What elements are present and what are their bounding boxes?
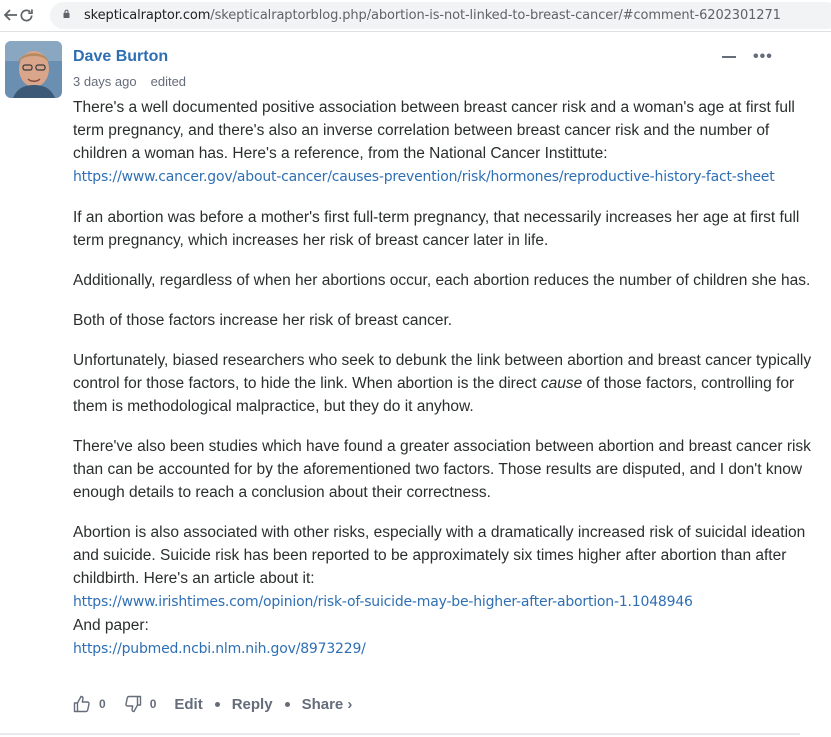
thumbs-down-icon — [124, 695, 142, 713]
minus-icon[interactable] — [722, 56, 736, 58]
and-paper-text: And paper: — [73, 617, 149, 634]
url-host: skepticalraptor.com — [84, 8, 211, 23]
paragraph-text: There's a well documented positive association between breast cancer risk and a woman's age at first full term pregnancy, and there's also an inverse correlation between breast cancer risk and the number of children a woman has. Here's a reference, from the National Cancer Instittute: — [73, 99, 795, 162]
irishtimes-link[interactable]: https://www.irishtimes.com/opinion/risk-of-suicide-may-be-higher-after-abortion-1.1048946 — [73, 594, 693, 610]
comment-paragraph: Both of those factors increase her risk of breast cancer. — [73, 312, 453, 329]
address-bar[interactable] — [50, 2, 831, 29]
divider — [0, 733, 800, 735]
comment-paragraph — [73, 521, 818, 661]
pubmed-link[interactable]: https://pubmed.ncbi.nlm.nih.gov/8973229/ — [73, 641, 366, 657]
comment-body — [73, 96, 818, 678]
comment-timestamp[interactable]: 3 days ago — [73, 74, 137, 89]
paragraph-text: of those factors, controlling for them is methodological malpractice, but they do it anyhow. — [73, 375, 795, 415]
share-button[interactable]: Share › — [301, 695, 353, 713]
paragraph-text: Abortion is also associated with other risks, especially with a dramatically increased risk of suicidal ideation and suicide. Suicide risk has been reported to be approximately six times higher after abortion than after childbirth. Here's an article about it: — [73, 524, 806, 587]
comment-footer — [73, 692, 352, 716]
paragraph-text: Unfortunately, biased researchers who seek to debunk the link between abortion and breast cancer typically control for those factors, to hide the link. When abortion is the direct — [73, 352, 812, 392]
comment-paragraph — [73, 96, 818, 189]
author-name[interactable]: Dave Burton — [73, 48, 169, 65]
comment-paragraph: If an abortion was before a mother's first full-term pregnancy, that necessarily increases her age at first full term pregnancy, which increases her risk of breast cancer later in life. — [73, 209, 800, 249]
lock-icon — [62, 9, 71, 18]
avatar[interactable] — [5, 41, 62, 98]
url-text — [84, 8, 781, 23]
separator-dot — [215, 702, 220, 707]
comment-paragraph — [73, 349, 818, 418]
reply-button[interactable]: Reply — [231, 695, 273, 713]
downvote-count: 0 — [149, 697, 157, 711]
downvote-button[interactable] — [124, 695, 157, 713]
cancer-gov-link[interactable]: https://www.cancer.gov/about-cancer/causes-prevention/risk/hormones/reproductive-history-fact-sheet — [73, 169, 775, 185]
edited-label: edited — [150, 74, 187, 89]
browser-toolbar — [0, 0, 831, 32]
upvote-count: 0 — [99, 697, 106, 711]
emphasis-text: cause — [540, 375, 583, 392]
more-dots-icon[interactable]: ••• — [753, 48, 773, 65]
reload-icon[interactable] — [15, 4, 37, 26]
comment-meta — [73, 74, 186, 89]
upvote-button[interactable] — [73, 695, 106, 713]
comment-paragraph: There've also been studies which have found a greater association between abortion and breast cancer risk than can be accounted for by the aforementioned two factors. Those results are disputed, and I don't know enough details to reach a conclusion about their correctness. — [73, 438, 811, 501]
url-path: /skepticalraptorblog.php/abortion-is-not-linked-to-breast-cancer/#comment-6202301271 — [210, 8, 781, 23]
edit-button[interactable]: Edit — [174, 695, 203, 713]
comment-paragraph: Additionally, regardless of when her abortions occur, each abortion reduces the number of children she has. — [73, 272, 811, 289]
thumbs-up-icon — [73, 695, 91, 713]
separator-dot — [285, 702, 290, 707]
